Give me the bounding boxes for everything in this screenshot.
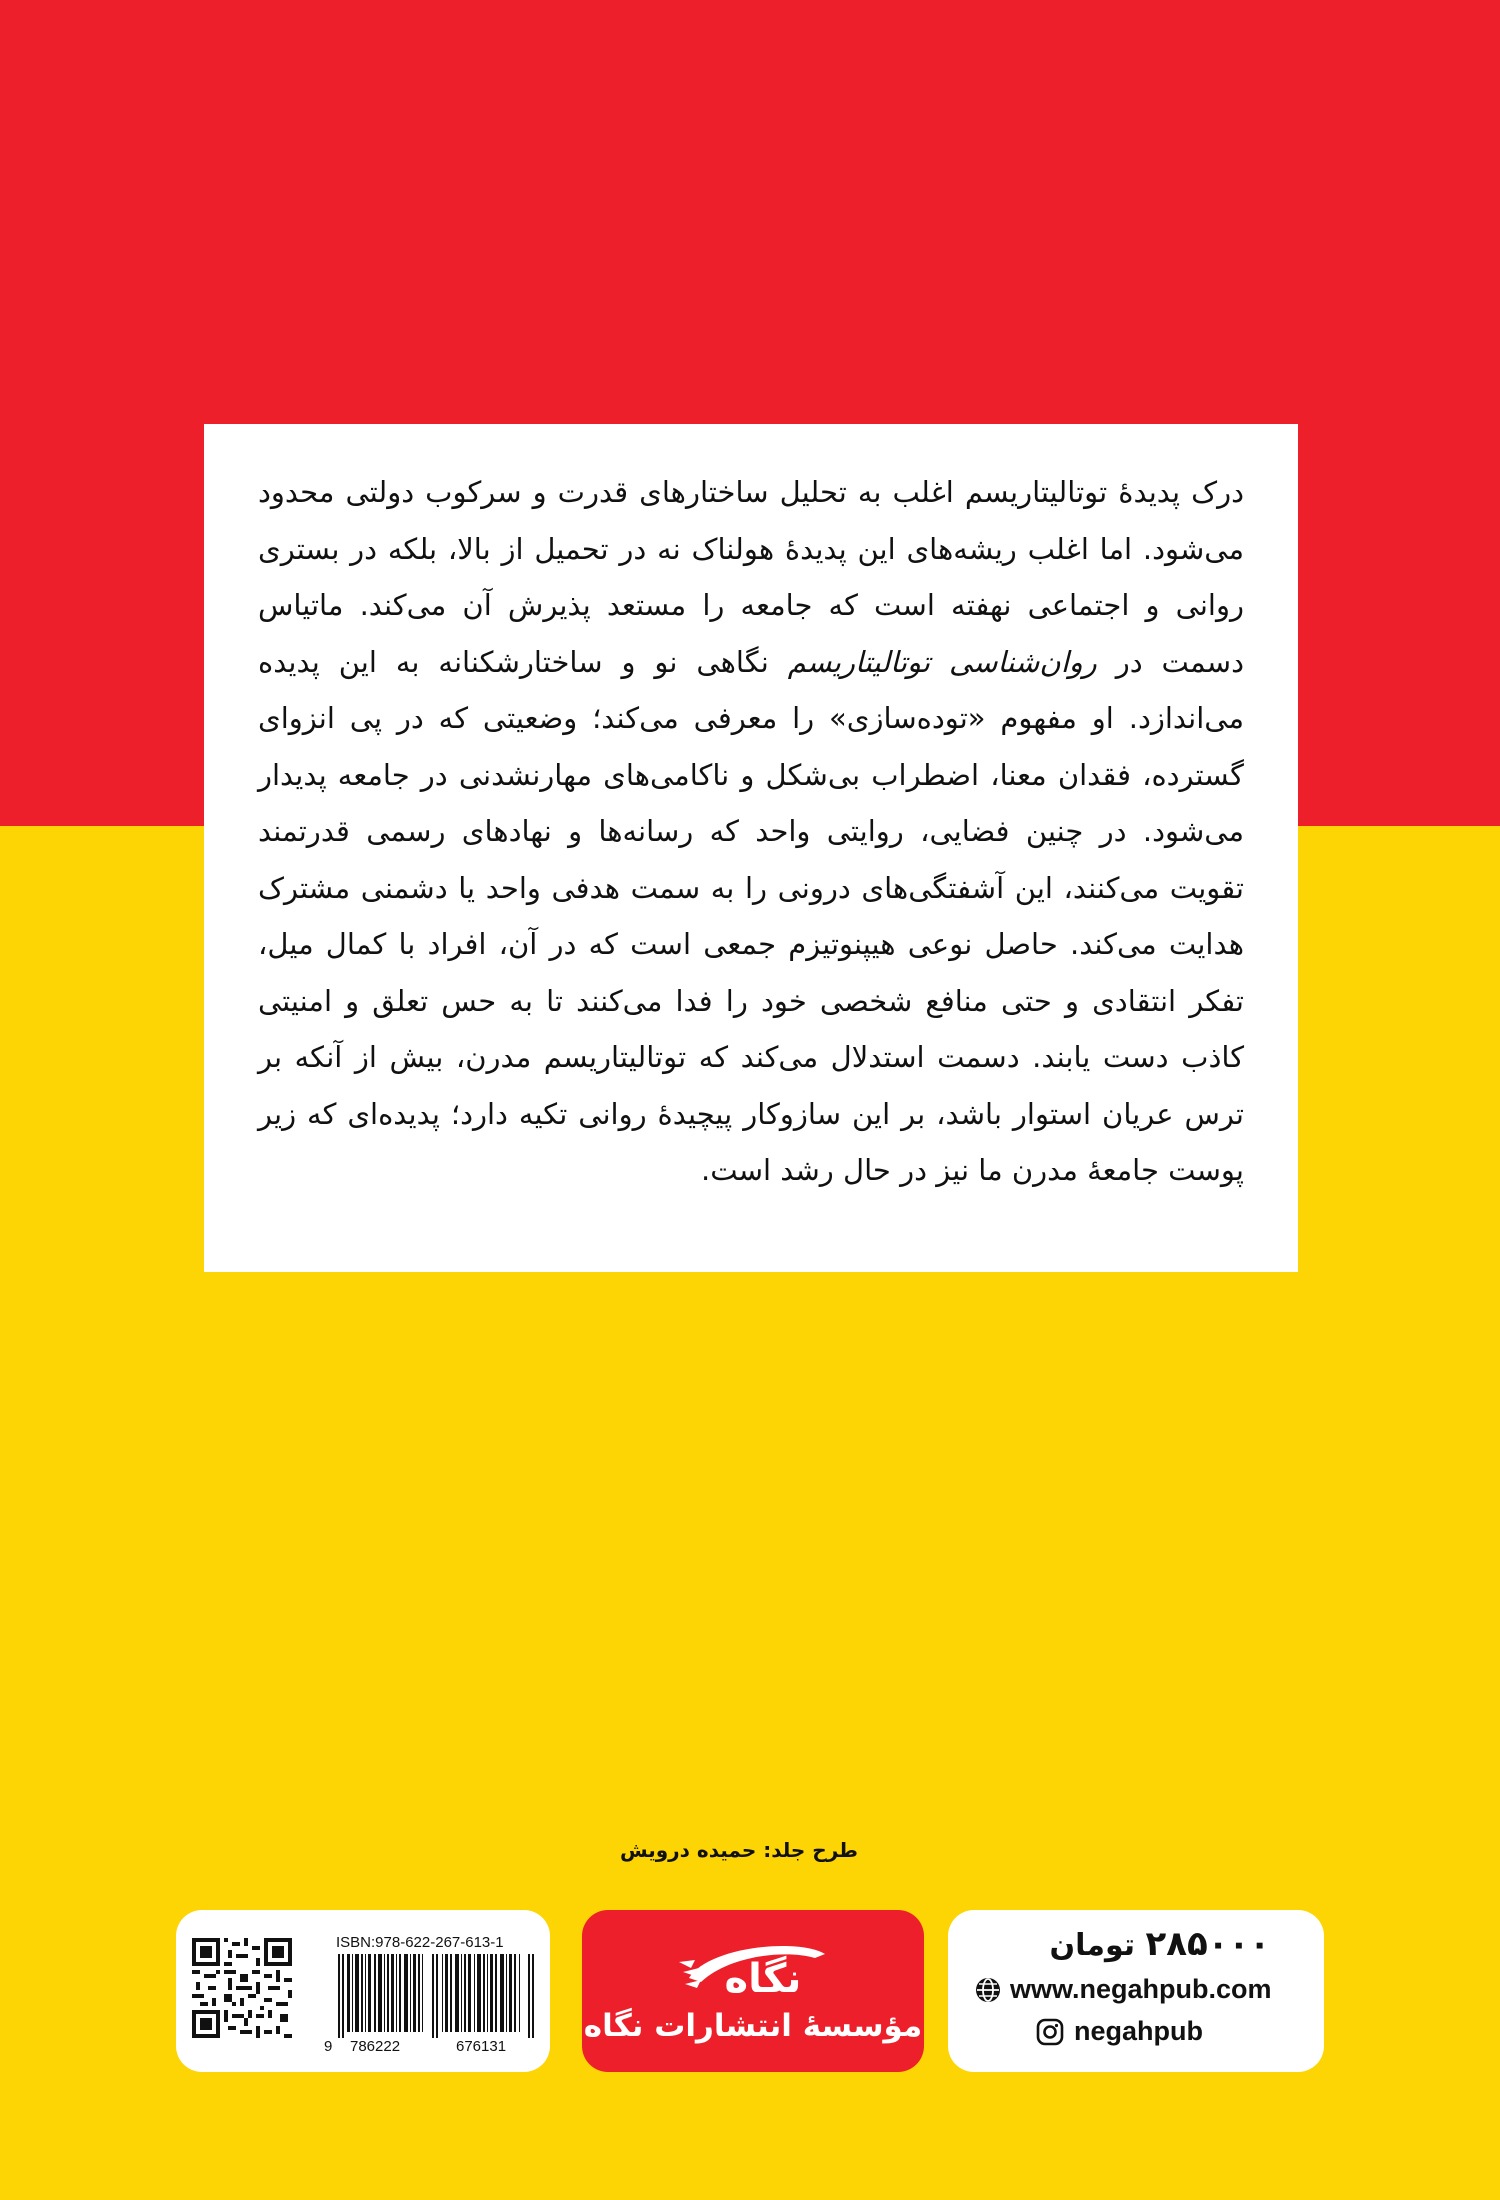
blurb-rest: نگاهی نو و ساختارشکنانه به این پدیده می‌اندازد. او مفهوم «توده‌سازی» را معرفی می‌کند؛ وضعیتی که در پی انزوای گسترده، فقدان معنا، اضطراب بی‌شکل و ناکامی‌های مهارنشدنی در جامعه پدیدار می‌شود. در چنین فضایی، روایتی واحد که رسانه‌ها و نهادهای رسمی قدرتمند تقویت می‌کنند، این آشفتگی‌های درونی را به سمت هدفی واحد یا دشمنی مشترک هدایت می‌کند. حاصل نوعی هیپنوتیزم جمعی است که در آن، افراد با کمال میل، تفکر انتقادی و حتی منافع شخصی خود را فدا می‌کنند تا به حس تعلق و امنیتی کاذب دست یابند. دسمت استدلال می‌کند که توتالیتاریسم مدرن، بیش از آنکه بر ترس عریان استوار باشد، بر این سازوکار پیچیدهٔ روانی تکیه دارد؛ پدیده‌ای که زیر پوست جامعهٔ مدرن ما نیز در حال رشد است.: [258, 644, 1244, 1187]
isbn-text: ISBN:978-622-267-613-1: [336, 1934, 504, 1951]
barcode-card: [176, 1910, 550, 2072]
blurb-book-title: روان‌شناسی توتالیتاریسم: [787, 644, 1097, 679]
publisher-logo-text: نگاه: [724, 1956, 802, 1998]
price-value: ۲۸۵۰۰۰: [1145, 1924, 1270, 1964]
qr-code: [192, 1938, 292, 2038]
blurb-panel: [204, 424, 1298, 1272]
globe-icon: [974, 1976, 1002, 2004]
price-label: [1050, 1924, 1271, 1964]
barcode-digits-left: 786222: [350, 2038, 401, 2055]
blurb-intro: درک پدیدهٔ توتالیتاریسم اغلب به تحلیل ساختارهای قدرت و سرکوب دولتی محدود می‌شود. اما اغلب ریشه‌های این پدیدهٔ هولناک نه در تحمیل از بالا، بلکه در بستری روانی و اجتماعی نهفته است که جامعه را مستعد پذیرش آن می‌کند. ماتیاس دسمت در: [258, 475, 1244, 679]
website-link[interactable]: www.negahpub.com: [1010, 1974, 1272, 2004]
instagram-icon: [1036, 2018, 1064, 2046]
instagram-row[interactable]: [1036, 2016, 1203, 2047]
contact-card: [948, 1910, 1324, 2072]
website-row[interactable]: [974, 1974, 1272, 2005]
barcode-digit-first: 9: [324, 2038, 333, 2055]
cover-designer-credit: طرح جلد: حمیده درویش: [619, 1838, 858, 1862]
publisher-card: [582, 1910, 924, 2072]
instagram-handle[interactable]: negahpub: [1074, 2016, 1203, 2046]
barcode-digits-right: 676131: [456, 2038, 507, 2055]
publisher-name: مؤسسهٔ انتشارات نگاه: [583, 2008, 923, 2044]
blurb-text: [258, 464, 1244, 1199]
publisher-logo: [679, 1932, 829, 1998]
price-unit: تومان: [1049, 1928, 1136, 1963]
barcode-bars: [336, 1954, 536, 2038]
